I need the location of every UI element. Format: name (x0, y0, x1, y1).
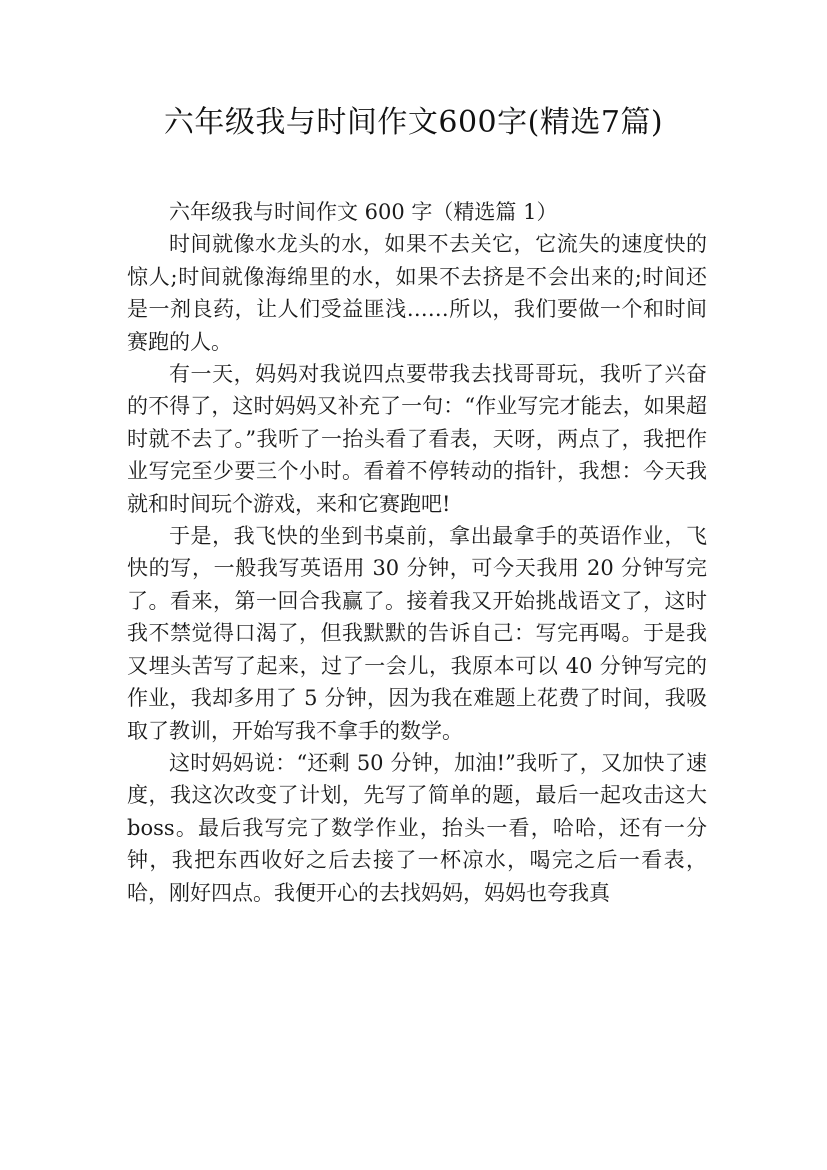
document-body (127, 196, 707, 909)
paragraph: 时间就像水龙头的水，如果不去关它，它流失的速度快的惊人;时间就像海绵里的水，如果不去挤是不会出来的;时间还是一剂良药，让人们受益匪浅……所以，我们要做一个和时间赛跑的人。 (127, 232, 707, 354)
paragraph: 这时妈妈说：“还剩 50 分钟，加油!”我听了，又加快了速度，我这次改变了计划，先写了简单的题，最后一起攻击这大 boss。最后我写完了数学作业，抬头一看，哈哈，还有一分钟，我把东西收好之后去接了一杯凉水，喝完之后一看表，哈，刚好四点。我便开心的去找妈妈，妈妈也夸我真 (127, 750, 707, 905)
document-title: 六年级我与时间作文600字(精选7篇) (163, 105, 664, 140)
paragraph: 于是，我飞快的坐到书桌前，拿出最拿手的英语作业，飞快的写，一般我写英语用 30 分钟，可今天我用 20 分钟写完了。看来，第一回合我赢了。接着我又开始挑战语文了，这时我不禁觉得口渴了，但我默默的告诉自己：写完再喝。于是我又埋头苦写了起来，过了一会儿，我原本可以 40 分钟写完的作业，我却多用了 5 分钟，因为我在难题上花费了时间，我吸取了教训，开始写我不拿手的数学。 (127, 524, 707, 743)
paragraph: 有一天，妈妈对我说四点要带我去找哥哥玩，我听了兴奋的不得了，这时妈妈又补充了一句：“作业写完才能去，如果超时就不去了。”我听了一抬头看了看表，天呀，两点了，我把作业写完至少要三个小时。看着不停转动的指针，我想：今天我就和时间玩个游戏，来和它赛跑吧! (127, 362, 707, 516)
section-heading: 六年级我与时间作文 600 字（精选篇 1） (169, 200, 558, 224)
